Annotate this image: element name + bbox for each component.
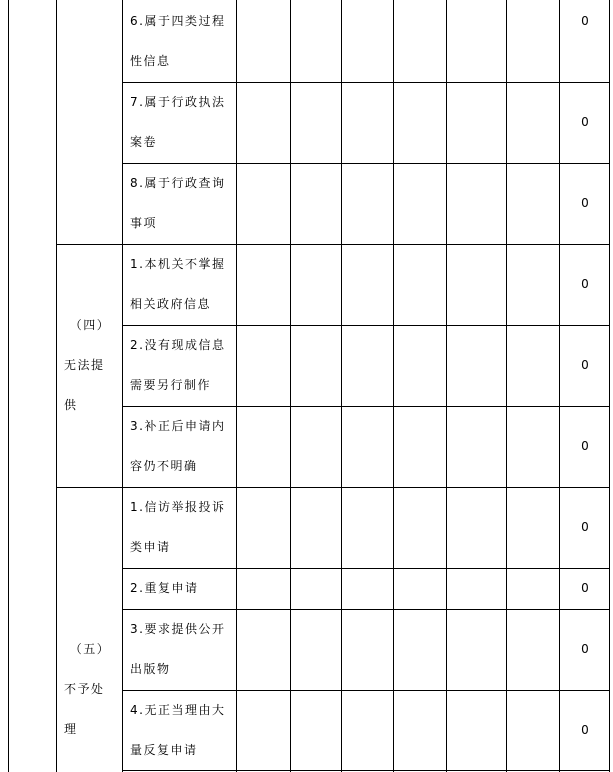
row-label-line1: 3.要求提供公开 xyxy=(130,622,226,636)
column-divider xyxy=(446,0,447,772)
category-label: （五） xyxy=(69,642,111,656)
row-label-line2: 出版物 xyxy=(130,662,171,676)
row-value: 0 xyxy=(581,14,589,28)
row-label-line1: 1.信访举报投诉 xyxy=(130,500,226,514)
column-divider xyxy=(506,0,507,772)
column-divider xyxy=(56,0,57,772)
row-value: 0 xyxy=(581,723,589,737)
category-label: 供 xyxy=(64,398,78,412)
row-label-line2: 量反复申请 xyxy=(130,743,198,757)
row-label-line1: 6.属于四类过程 xyxy=(130,14,226,28)
row-value: 0 xyxy=(581,115,589,129)
row-value: 0 xyxy=(581,581,589,595)
row-value: 0 xyxy=(581,277,589,291)
column-divider xyxy=(236,0,237,772)
column-divider xyxy=(341,0,342,772)
row-label-line2: 事项 xyxy=(130,216,158,230)
row-label-line1: 3.补正后申请内 xyxy=(130,419,226,433)
row-label-line1: 7.属于行政执法 xyxy=(130,95,226,109)
row-label-line1: 2.没有现成信息 xyxy=(130,338,226,352)
row-label-line1: 2.重复申请 xyxy=(130,581,199,595)
category-label: （四） xyxy=(69,318,111,332)
category-label: 无法提 xyxy=(64,358,105,372)
row-label-line2: 容仍不明确 xyxy=(130,459,198,473)
table-border-left xyxy=(8,0,9,772)
table-border-right xyxy=(609,0,610,772)
row-value: 0 xyxy=(581,520,589,534)
row-value: 0 xyxy=(581,358,589,372)
row-value: 0 xyxy=(581,642,589,656)
row-label-line1: 8.属于行政查询 xyxy=(130,176,226,190)
row-value: 0 xyxy=(581,196,589,210)
category-label: 不予处 xyxy=(64,682,105,696)
row-label-line2: 相关政府信息 xyxy=(130,297,212,311)
row-label-line2: 需要另行制作 xyxy=(130,378,212,392)
row-label-line1: 1.本机关不掌握 xyxy=(130,257,226,271)
column-divider xyxy=(393,0,394,772)
row-label-line2: 性信息 xyxy=(130,54,171,68)
row-value: 0 xyxy=(581,439,589,453)
row-label-line1: 4.无正当理由大 xyxy=(130,703,226,717)
row-label-line2: 类申请 xyxy=(130,540,171,554)
category-label: 理 xyxy=(64,722,78,736)
column-divider xyxy=(559,0,560,772)
row-divider xyxy=(122,770,610,771)
row-label-line2: 案卷 xyxy=(130,135,158,149)
column-divider xyxy=(290,0,291,772)
